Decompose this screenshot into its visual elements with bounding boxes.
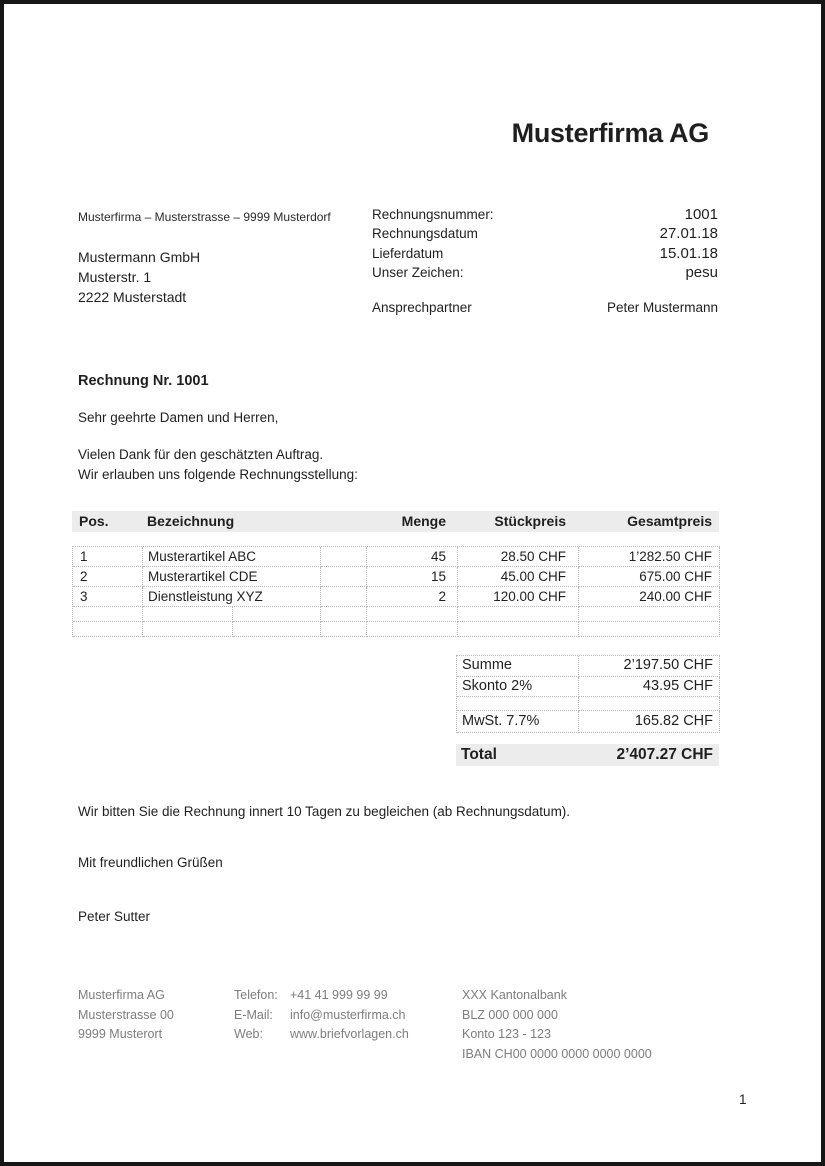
contact-person-label: Ansprechpartner xyxy=(372,300,472,316)
discount-value: 43.95 CHF xyxy=(579,677,720,697)
invoice-number-label: Rechnungsnummer: xyxy=(372,207,494,222)
item-row-1 xyxy=(73,547,720,567)
header-spacer xyxy=(320,511,366,532)
item-unit-price: 120.00 CHF xyxy=(458,587,579,607)
item-description: Dienstleistung XYZ xyxy=(143,587,321,607)
reference-label: Unser Zeichen: xyxy=(372,264,464,280)
intro-text xyxy=(78,445,358,485)
item-quantity: 2 xyxy=(367,587,458,607)
items-table-header xyxy=(72,511,719,532)
item-unit-price: 45.00 CHF xyxy=(458,567,579,587)
header-description: Bezeichnung xyxy=(147,513,235,529)
items-table xyxy=(72,546,720,637)
header-total-price: Gesamtpreis xyxy=(627,513,712,529)
recipient-city: 2222 Musterstadt xyxy=(78,289,187,305)
item-pos: 3 xyxy=(73,587,143,607)
meta-row-delivery-date xyxy=(372,245,718,264)
meta-row-reference xyxy=(372,264,718,283)
invoice-number-value: 1001 xyxy=(684,206,718,223)
footer-address-column xyxy=(78,986,174,1045)
invoice-date-label: Rechnungsdatum xyxy=(372,226,478,242)
intro-line-2: Wir erlauben uns folgende Rechnungsstellung: xyxy=(78,467,358,482)
totals-row-discount xyxy=(457,677,720,697)
item-pos: 2 xyxy=(73,567,143,587)
footer-bank-iban: IBAN CH00 0000 0000 0000 0000 xyxy=(462,1046,652,1061)
grand-total-value: 2’407.27 CHF xyxy=(616,746,713,763)
invoice-date-value: 27.01.18 xyxy=(659,225,718,243)
footer-city: 9999 Musterort xyxy=(78,1027,163,1041)
sum-label: Summe xyxy=(457,656,579,677)
salutation: Sehr geehrte Damen und Herren, xyxy=(78,410,279,425)
totals-row-vat xyxy=(457,711,720,733)
item-total: 675.00 CHF xyxy=(579,567,720,587)
signature-name: Peter Sutter xyxy=(78,909,151,924)
invoice-subject: Rechnung Nr. 1001 xyxy=(78,373,209,389)
item-spacer xyxy=(321,547,367,567)
item-description: Musterartikel CDE xyxy=(143,567,321,587)
footer-phone: Telefon: +41 41 999 99 99 xyxy=(234,988,388,1002)
item-row-3 xyxy=(73,587,720,607)
item-total: 1’282.50 CHF xyxy=(579,547,720,567)
reference-value: pesu xyxy=(685,263,718,281)
intro-line-1: Vielen Dank für den geschätzten Auftrag. xyxy=(78,447,324,462)
meta-row-invoice-date xyxy=(372,225,718,244)
contact-person-value: Peter Mustermann xyxy=(606,300,718,316)
vat-label: MwSt. 7.7% xyxy=(457,711,579,733)
header-quantity: Menge xyxy=(401,513,446,529)
meta-row-contact-person xyxy=(372,300,718,319)
grand-total-label: Total xyxy=(461,746,497,763)
recipient-name: Mustermann GmbH xyxy=(78,249,201,265)
invoice-meta-block xyxy=(372,206,718,319)
totals-table xyxy=(456,655,720,733)
totals-row-sum xyxy=(457,656,720,677)
footer-contact-column xyxy=(234,986,409,1045)
footer-company: Musterfirma AG xyxy=(78,988,165,1002)
item-total: 240.00 CHF xyxy=(579,587,720,607)
footer-web: Web: www.briefvorlagen.ch xyxy=(234,1027,409,1041)
item-row-2 xyxy=(73,567,720,587)
meta-row-invoice-number xyxy=(372,206,718,225)
totals-row-empty xyxy=(457,697,720,711)
sum-value: 2’197.50 CHF xyxy=(579,656,720,677)
delivery-date-label: Lieferdatum xyxy=(372,245,444,261)
recipient-address xyxy=(78,247,200,307)
item-unit-price: 28.50 CHF xyxy=(458,547,579,567)
page-number: 1 xyxy=(739,1092,747,1107)
sender-return-line: Musterfirma – Musterstrasse – 9999 Musterdorf xyxy=(78,210,331,224)
item-spacer xyxy=(321,587,367,607)
footer-bank-name: XXX Kantonalbank xyxy=(462,988,567,1002)
item-row-empty xyxy=(73,622,720,637)
delivery-date-value: 15.01.18 xyxy=(659,244,718,262)
closing-phrase: Mit freundlichen Grüßen xyxy=(78,855,223,870)
footer-email: E-Mail: info@musterfirma.ch xyxy=(234,1007,406,1022)
vat-value: 165.82 CHF xyxy=(579,711,720,733)
footer-bank-column xyxy=(462,986,652,1064)
footer-street: Musterstrasse 00 xyxy=(78,1007,174,1022)
item-description: Musterartikel ABC xyxy=(143,547,321,567)
item-pos: 1 xyxy=(73,547,143,567)
company-title: Musterfirma AG xyxy=(511,118,709,148)
item-spacer xyxy=(321,567,367,587)
payment-note: Wir bitten Sie die Rechnung innert 10 Tagen zu begleichen (ab Rechnungsdatum). xyxy=(78,804,571,819)
grand-total-row xyxy=(456,744,719,766)
item-quantity: 45 xyxy=(367,547,458,567)
item-row-empty xyxy=(73,607,720,622)
discount-label: Skonto 2% xyxy=(457,677,579,697)
footer-bank-account: Konto 123 - 123 xyxy=(462,1027,551,1041)
recipient-street: Musterstr. 1 xyxy=(78,269,152,285)
item-quantity: 15 xyxy=(367,567,458,587)
header-unit-price: Stückpreis xyxy=(494,513,566,529)
footer-bank-blz: BLZ 000 000 000 xyxy=(462,1007,558,1022)
header-pos: Pos. xyxy=(79,513,109,529)
